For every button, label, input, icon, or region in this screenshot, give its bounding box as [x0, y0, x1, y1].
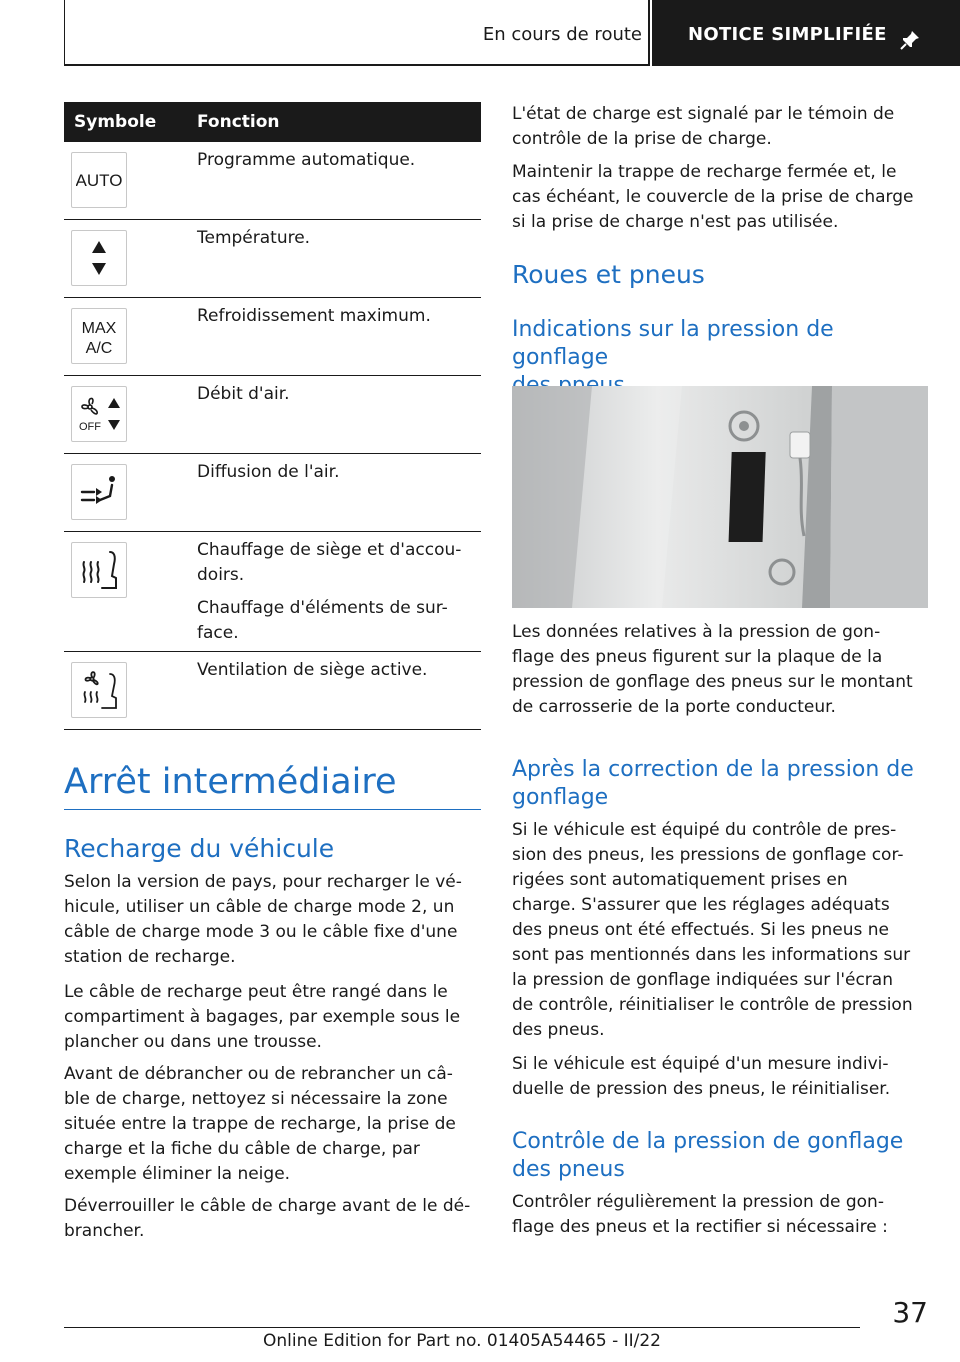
paragraph-regular-check [512, 1190, 930, 1240]
text-line: contrôle de la prise de charge. [512, 129, 772, 149]
desc-line: Ventilation de siège active. [197, 660, 428, 680]
text-line: compartiment à bagages, par exemple sous le [64, 1007, 461, 1027]
text-line: flage des pneus figurent sur la plaque de la [512, 647, 883, 667]
text-line: Les données relatives à la pression de gon- [512, 622, 881, 642]
col-function-header: Fonction [197, 112, 280, 132]
heading-line: Contrôle de la pression de gonflage [512, 1129, 904, 1154]
text-line: câble de charge mode 3 ou le câble fixe d'une [64, 922, 458, 942]
text-line: Si le véhicule est équipé d'un mesure indivi- [512, 1054, 889, 1074]
text-line: Le câble de recharge peut être rangé dans le [64, 982, 448, 1002]
desc-line: Débit d'air. [197, 384, 290, 404]
subsection-title-wheels: Roues et pneus [512, 260, 705, 289]
header-rule-left [64, 0, 65, 66]
row-description [197, 226, 477, 251]
text-line: la pression de gonflage indiquées sur l'écran [512, 970, 893, 990]
text-line: Si le véhicule est équipé du contrôle de pres- [512, 820, 897, 840]
header-badge-label: NOTICE SIMPLIFIÉE [688, 24, 887, 45]
header-section-title: En cours de route [482, 24, 642, 45]
auto-program-icon [71, 152, 127, 208]
text-line: sion des pneus, les pressions de gonflage cor- [512, 845, 904, 865]
temperature-arrows-icon [71, 230, 127, 286]
text-line: des pneus ont été effectués. Si les pneus ne [512, 920, 889, 940]
paragraph-pressure-monitor [512, 818, 930, 1043]
text-line: cas échéant, le couvercle de la prise de charge [512, 187, 914, 207]
auto-icon-text: AUTO [76, 171, 122, 190]
text-line: si la prise de charge n'est pas utilisée. [512, 212, 839, 232]
ac-icon-text: A/C [85, 340, 113, 357]
text-line: charge. S'assurer que les réglages adéquats [512, 895, 890, 915]
text-line: de contrôle, réinitialiser le contrôle de pression [512, 995, 913, 1015]
row-description [197, 148, 477, 173]
desc-line: Chauffage d'éléments de sur-face. [197, 598, 448, 643]
text-line: charge et la fiche du câble de charge, par [64, 1139, 420, 1159]
heading-line: Indications sur la pression de gonflage [512, 317, 834, 370]
text-line: rigées sont automatiquement prises en [512, 870, 848, 890]
heading-line: gonflage [512, 785, 609, 810]
text-line: Avant de débrancher ou de rebrancher un câ- [64, 1064, 453, 1084]
row-description [197, 304, 477, 329]
text-line: située entre la trappe de recharge, la prise de [64, 1114, 456, 1134]
header-badge [652, 0, 960, 66]
row-description [197, 460, 477, 485]
section-title: Arrêt intermédiaire [64, 762, 397, 802]
table-row [64, 532, 481, 652]
text-line: Maintenir la trappe de recharge fermée et, le [512, 162, 897, 182]
fan-airflow-icon [71, 386, 127, 442]
heading-pressure-check [512, 1128, 930, 1184]
max-ac-icon [71, 308, 127, 364]
row-description [197, 658, 477, 683]
text-line: pression de gonflage des pneus sur le montant [512, 672, 913, 692]
desc-line: Refroidissement maximum. [197, 306, 431, 326]
paragraph-recharge-1 [64, 870, 481, 970]
text-line: L'état de charge est signalé par le témoin de [512, 104, 895, 124]
page-number: 37 [892, 1296, 928, 1329]
text-line: sont pas mentionnés dans les informations sur [512, 945, 911, 965]
paragraph-recharge-4 [64, 1194, 481, 1244]
header-separator [648, 0, 650, 66]
heading-after-correction [512, 756, 930, 812]
text-line: hicule, utiliser un câble de charge mode 2, un [64, 897, 455, 917]
desc-line: Programme automatique. [197, 150, 416, 170]
desc-line: Température. [197, 228, 311, 248]
text-line: station de recharge. [64, 947, 236, 967]
table-row [64, 454, 481, 532]
paragraph-charge-flap [512, 160, 930, 235]
text-line: Déverrouiller le câble de charge avant de le dé- [64, 1196, 471, 1216]
row-description [197, 382, 477, 407]
max-icon-text: MAX [81, 320, 117, 337]
table-row [64, 298, 481, 376]
text-line: Selon la version de pays, pour recharger le vé- [64, 872, 462, 892]
paragraph-charge-status [512, 102, 930, 152]
row-description [197, 538, 477, 646]
table-row [64, 376, 481, 454]
paragraph-individual-measure [512, 1052, 930, 1102]
text-line: exemple éliminer la neige. [64, 1164, 291, 1184]
text-line: ble de charge, nettoyez si nécessaire la zone [64, 1089, 448, 1109]
text-line: flage des pneus et la rectifier si nécessaire : [512, 1217, 888, 1237]
table-header [64, 102, 481, 142]
footer-rule [64, 1327, 860, 1328]
desc-line: Chauffage de siège et d'accou-doirs. [197, 540, 462, 585]
seat-heating-icon [71, 542, 127, 598]
subsection-title-recharge: Recharge du véhicule [64, 834, 335, 863]
off-icon-text: OFF [79, 421, 101, 433]
text-line: des pneus. [512, 1020, 605, 1040]
desc-line: Diffusion de l'air. [197, 462, 340, 482]
col-symbol-header: Symbole [74, 112, 157, 132]
door-pillar-tire-label-photo [512, 386, 928, 608]
pushpin-icon [898, 28, 922, 52]
footer-edition: Online Edition for Part no. 01405A54465 - II/22 [262, 1331, 661, 1351]
symbol-table [64, 102, 481, 730]
section-title-rule [64, 809, 481, 810]
text-line: Contrôler régulièrement la pression de gon- [512, 1192, 884, 1212]
seat-ventilation-icon [71, 662, 127, 718]
header-rule-bottom [64, 64, 648, 66]
paragraph-recharge-2 [64, 980, 481, 1055]
heading-line: des pneus [512, 1157, 625, 1182]
text-line: brancher. [64, 1221, 145, 1241]
table-row [64, 220, 481, 298]
text-line: duelle de pression des pneus, le réinitialiser. [512, 1079, 891, 1099]
table-row [64, 142, 481, 220]
paragraph-recharge-3 [64, 1062, 481, 1187]
text-line: de carrosserie de la porte conducteur. [512, 697, 836, 717]
air-distribution-icon [71, 464, 127, 520]
heading-line: Après la correction de la pression de [512, 757, 914, 782]
table-row [64, 652, 481, 730]
paragraph-pressure-location [512, 620, 930, 720]
text-line: plancher ou dans une trousse. [64, 1032, 322, 1052]
